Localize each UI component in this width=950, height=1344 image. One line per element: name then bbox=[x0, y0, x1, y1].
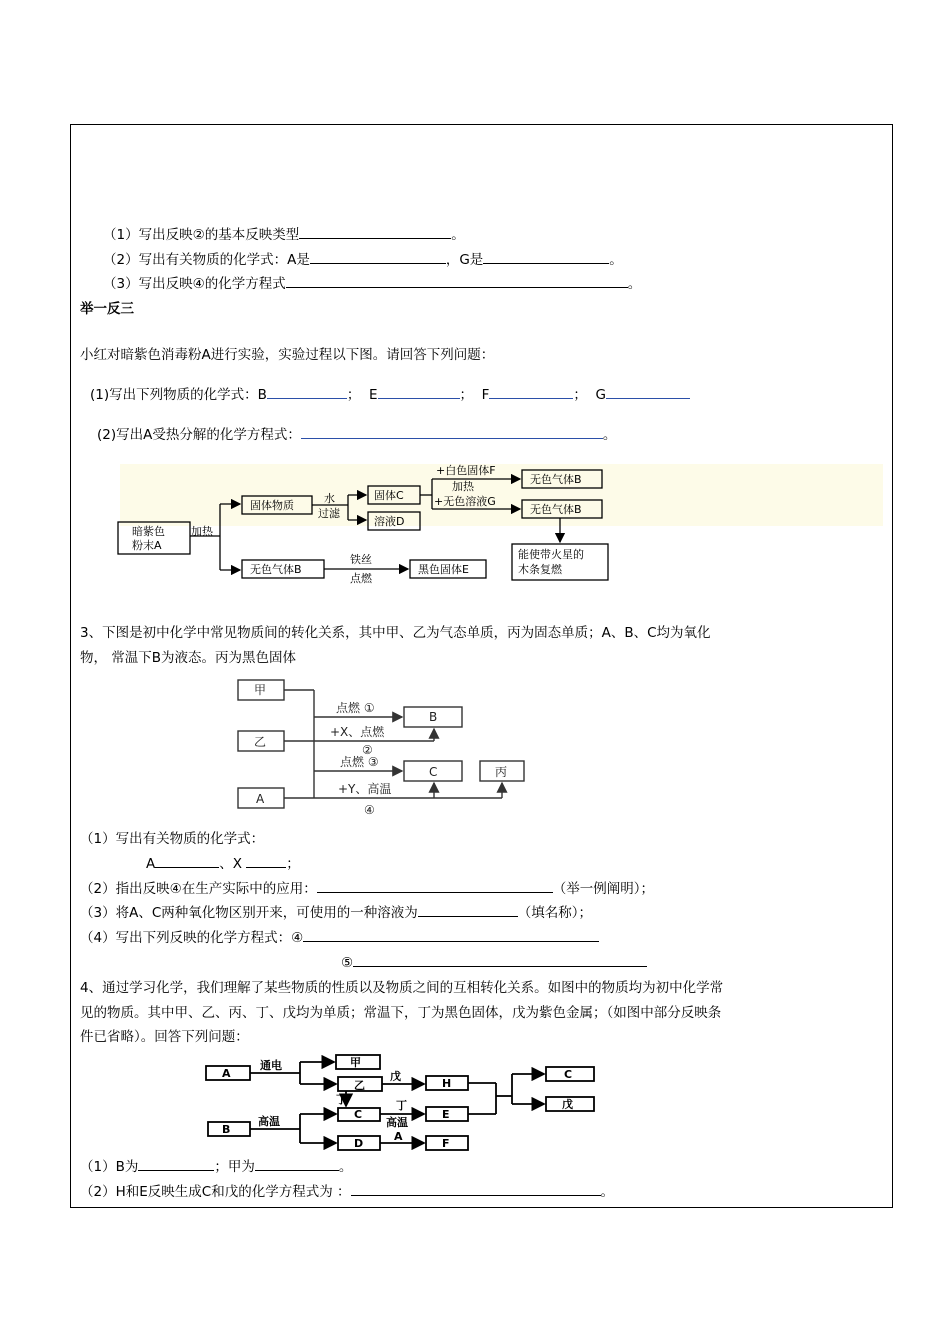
practice-flow-diagram bbox=[80, 462, 884, 588]
label-solid: 固体物质 bbox=[250, 499, 294, 512]
practice-q1: (1)写出下列物质的化学式：B ； E ； F ； G bbox=[90, 386, 690, 404]
q3-a2: （2）指出反映④在生产实际中的应用： （举一例阐明）； bbox=[80, 881, 654, 897]
label-gas-b2: 无色气体B bbox=[530, 503, 582, 516]
label-b: B bbox=[429, 710, 438, 724]
label-e: E bbox=[442, 1108, 450, 1121]
q3-text2: 物， 常温下B为液态。丙为黑色固体 bbox=[80, 650, 297, 666]
label-heat: 加热 bbox=[191, 525, 213, 538]
q4-diagram bbox=[200, 1050, 610, 1154]
label-c: C bbox=[354, 1108, 363, 1121]
practice-q2: (2)写出A受热分解的化学方程式： 。 bbox=[97, 427, 617, 443]
label-r2b: ② bbox=[362, 743, 373, 757]
label-r4b: ④ bbox=[364, 803, 375, 817]
label-d: D bbox=[354, 1137, 364, 1150]
label-colorless-g: +无色溶液G bbox=[434, 495, 496, 508]
q4-a1: （1）B为 ；甲为 。 bbox=[80, 1159, 353, 1175]
label-relight2: 木条复燃 bbox=[518, 563, 562, 576]
label-heat2: 加热 bbox=[452, 480, 474, 493]
label-gas-b1: 无色气体B bbox=[530, 473, 582, 486]
label-a2: 粉末A bbox=[132, 539, 162, 552]
q4-text2: 见的物质。其中甲、乙、丙、丁、戊均为单质；常温下，丁为黑色固体，戊为紫色金属；（如图中部分反映条 bbox=[80, 1005, 722, 1021]
label-r2a: +X、点燃 bbox=[330, 725, 385, 739]
label-wu2: 戊 bbox=[562, 1098, 573, 1111]
prev-q1: （1）写出反映②的基本反映类型 。 bbox=[103, 227, 465, 243]
label-h: H bbox=[442, 1077, 452, 1090]
q3-a1: （1）写出有关物质的化学式： bbox=[80, 831, 265, 847]
prev-q2: （2）写出有关物质的化学式：A是 ，G是 。 bbox=[103, 252, 623, 268]
label-ding: 丁 bbox=[336, 1093, 347, 1106]
label-r1: 点燃 ① bbox=[336, 701, 375, 715]
label-yi: 乙 bbox=[354, 1079, 365, 1092]
q3-a3: （3）将A、C两种氧化物区别开来，可使用的一种溶液为 （填名称）； bbox=[80, 905, 592, 921]
label-c: C bbox=[429, 765, 438, 779]
label-iron: 铁丝 bbox=[350, 553, 372, 566]
label-r3: 点燃 ③ bbox=[340, 755, 379, 769]
label-white-f: +白色固体F bbox=[436, 464, 496, 477]
label-tongdian: 通电 bbox=[260, 1059, 282, 1072]
label-yi: 乙 bbox=[254, 735, 267, 749]
label-bing: 丙 bbox=[495, 765, 508, 779]
q3-a4: （4）写出下列反映的化学方程式：④ bbox=[80, 929, 599, 947]
prev-q3: （3）写出反映④的化学方程式 。 bbox=[103, 276, 642, 292]
label-gaowen2: 高温 bbox=[386, 1116, 408, 1129]
label-a1: 暗紫色 bbox=[132, 525, 165, 538]
label-sol-d: 溶液D bbox=[374, 515, 405, 528]
label-jia: 甲 bbox=[350, 1056, 361, 1069]
label-ding2: 丁 bbox=[396, 1099, 407, 1112]
label-filter: 过滤 bbox=[318, 507, 340, 520]
label-jia: 甲 bbox=[254, 683, 267, 697]
label-water: 水 bbox=[324, 492, 335, 505]
q3-a5: ⑤ bbox=[341, 954, 647, 972]
q4-a2: （2）H和E反映生成C和戊的化学方程式为 ： 。 bbox=[80, 1184, 614, 1200]
label-black-e: 黑色固体E bbox=[418, 563, 469, 576]
q3-a1-blanks: A 、X ； bbox=[146, 856, 300, 872]
label-relight: 能使带火星的 bbox=[518, 548, 584, 561]
practice-heading: 举一反三 bbox=[80, 301, 134, 317]
label-a: A bbox=[222, 1067, 231, 1080]
label-f: F bbox=[442, 1137, 450, 1150]
label-b: B bbox=[222, 1123, 231, 1136]
label-wu: 戊 bbox=[390, 1070, 401, 1083]
label-solid-c: 固体C bbox=[374, 489, 404, 502]
q4-text1: 4、通过学习化学，我们理解了某些物质的性质以及物质之间的互相转化关系。如图中的物质均为初中化学常 bbox=[80, 980, 724, 996]
label-gas-b3: 无色气体B bbox=[250, 563, 302, 576]
label-c2: C bbox=[564, 1068, 573, 1081]
label-ignite: 点燃 bbox=[350, 572, 372, 585]
label-a: A bbox=[256, 792, 265, 806]
q3-text1: 3、下图是初中化学中常见物质间的转化关系，其中甲、乙为气态单质，丙为固态单质；A、B、C均为氧化 bbox=[80, 625, 711, 641]
label-a2: A bbox=[394, 1130, 403, 1143]
q4-text3: 件已省略）。回答下列问题： bbox=[80, 1029, 249, 1045]
label-gaowen: 高温 bbox=[258, 1115, 280, 1128]
practice-intro: 小红对暗紫色消毒粉A进行实验，实验过程以下图。请回答下列问题： bbox=[80, 347, 495, 363]
q3-diagram bbox=[230, 676, 540, 822]
label-r4a: +Y、高温 bbox=[338, 782, 392, 796]
